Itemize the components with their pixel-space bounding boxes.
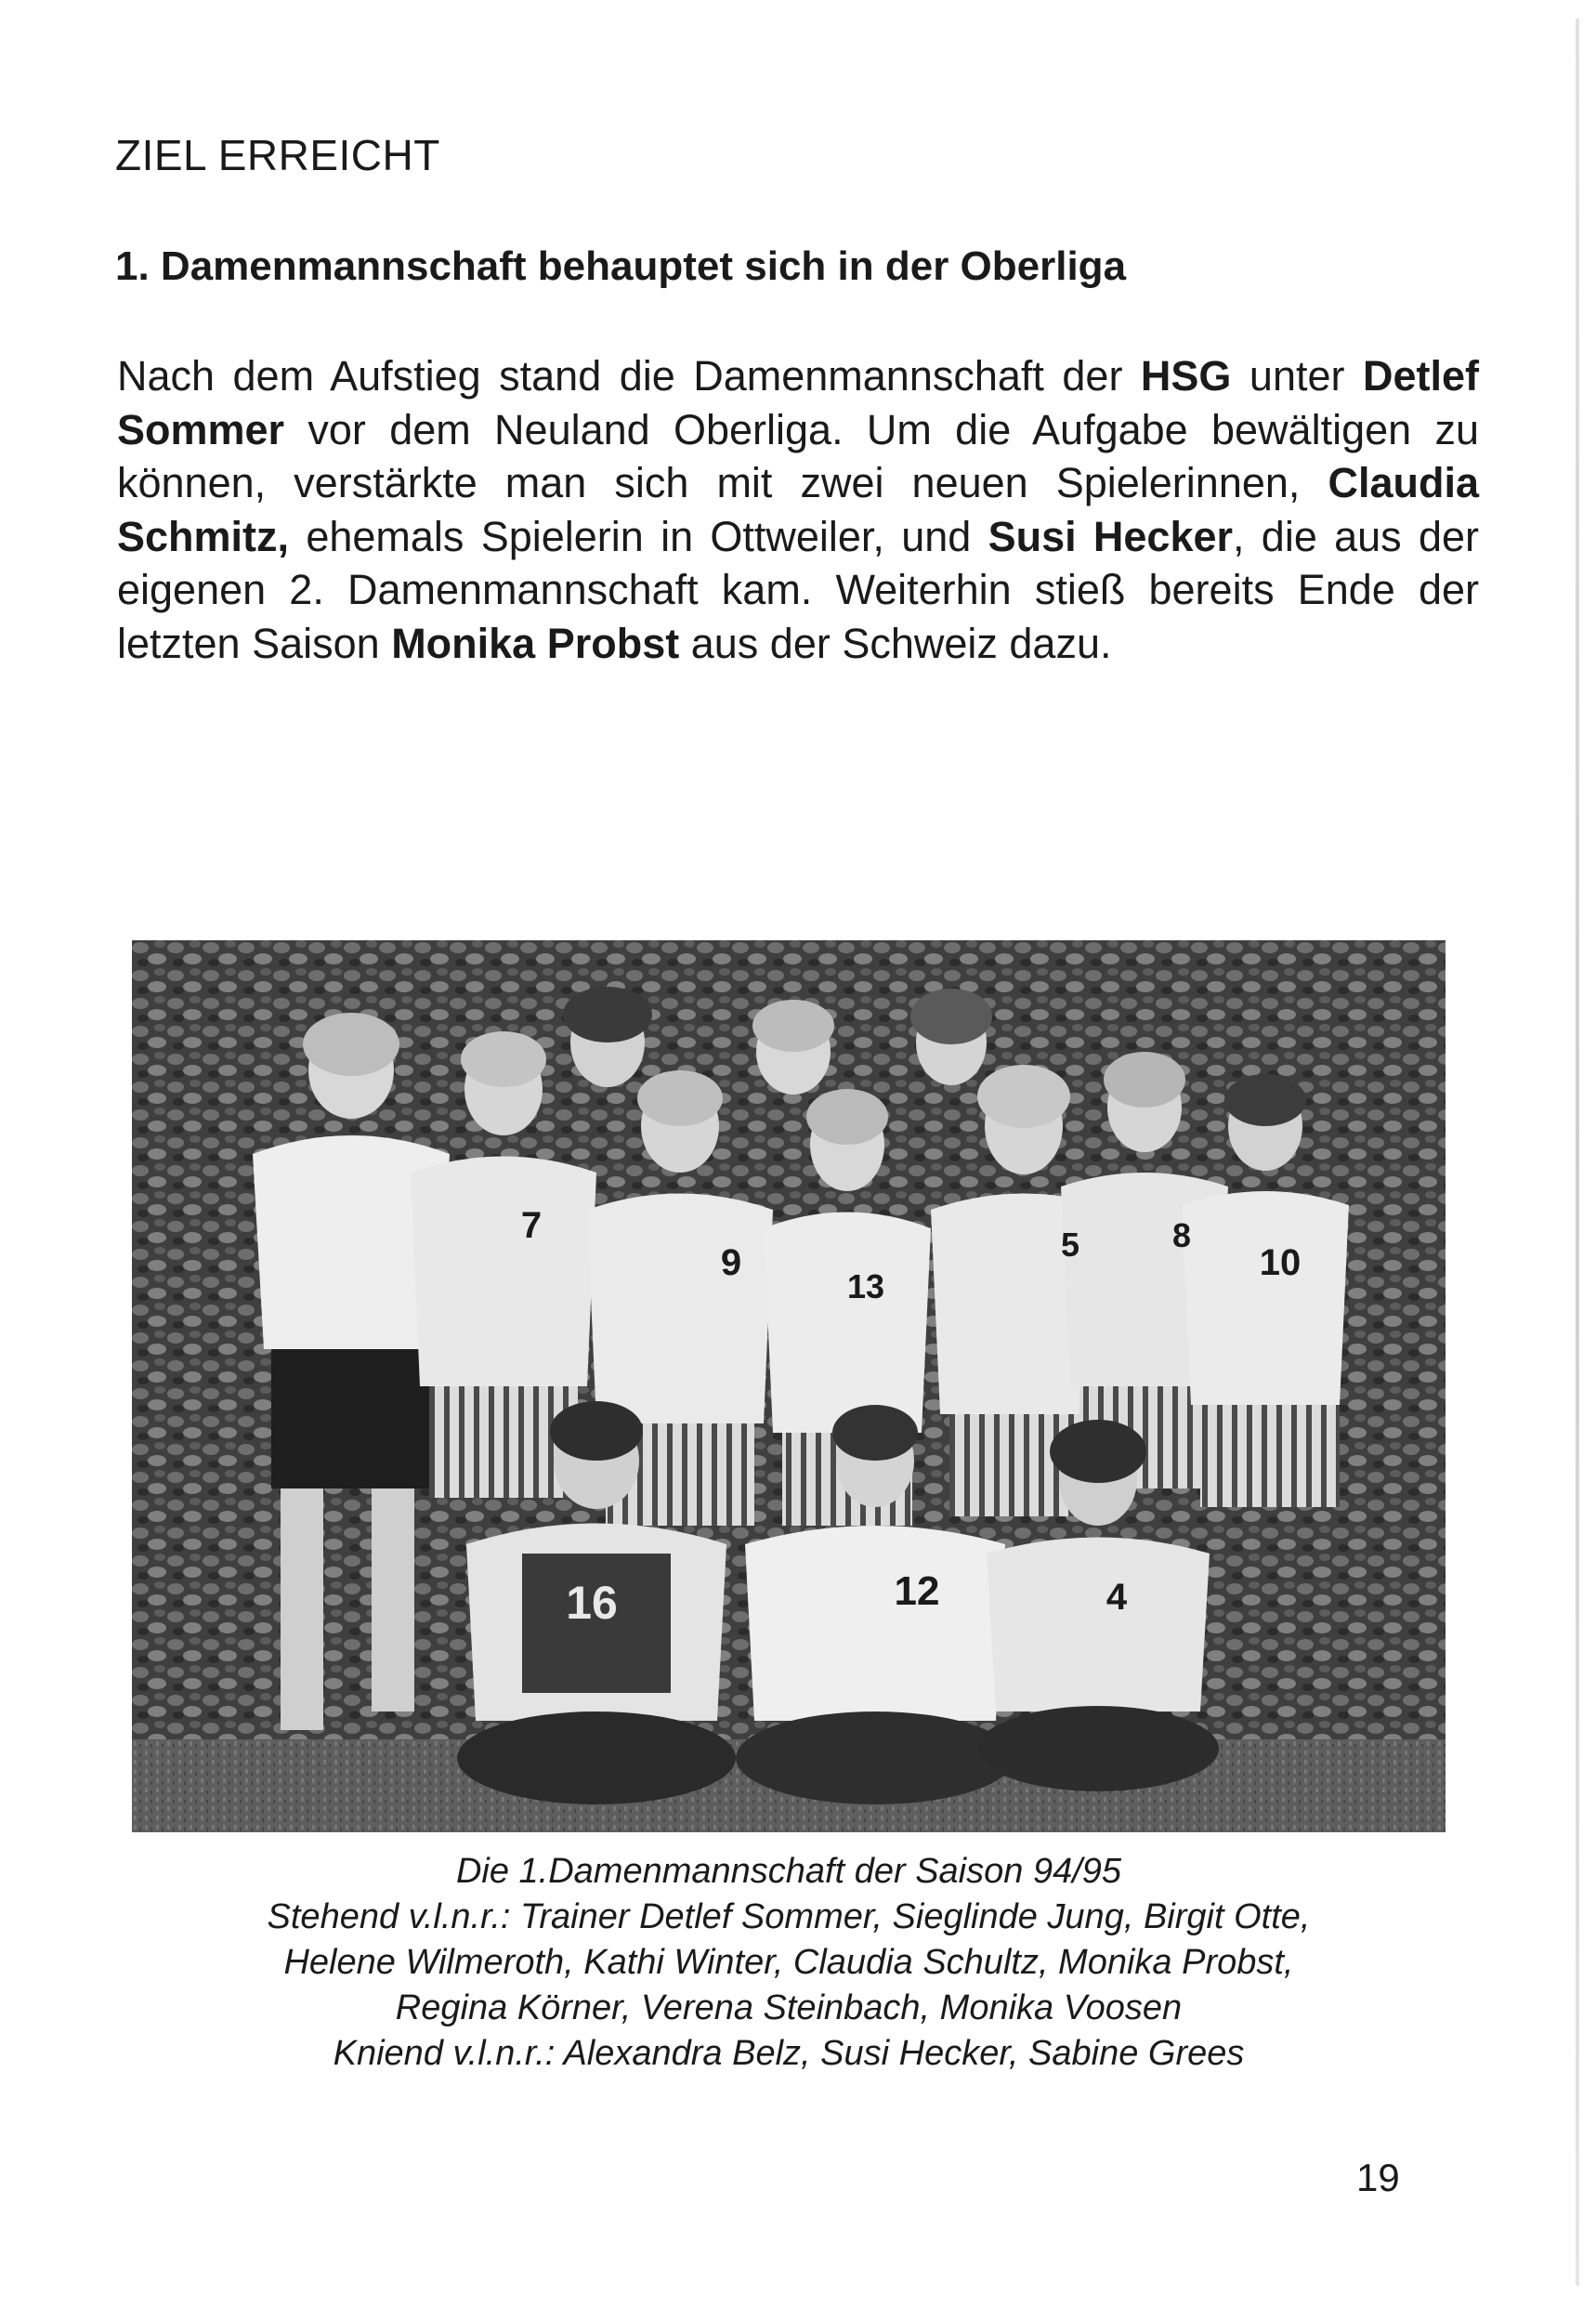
- page-number: 19: [1356, 2156, 1400, 2199]
- article-paragraph: [117, 349, 1479, 670]
- page-edge-line: [1576, 19, 1579, 2286]
- paragraph-text: , die aus der eigenen 2. Damenmannschaft kam. Weiterhin stieß bereits Ende der letzten Saison: [117, 512, 1479, 667]
- jersey-number: 10: [1259, 1242, 1302, 1283]
- jersey-number: 16: [566, 1577, 618, 1629]
- caption-line: Kniend v.l.n.r.: Alexandra Belz, Susi Hecker, Sabine Grees: [333, 2034, 1245, 2073]
- bold-club-name: HSG: [1140, 352, 1232, 400]
- jersey-number: 13: [846, 1267, 885, 1305]
- paragraph-text: aus der Schweiz dazu.: [679, 619, 1112, 667]
- team-photo-illustration: [132, 940, 1446, 1832]
- caption-line: Stehend v.l.n.r.: Trainer Detlef Sommer, Sieglinde Jung, Birgit Otte,: [267, 1897, 1311, 1936]
- team-photo: [132, 940, 1446, 1832]
- jersey-number: 12: [894, 1568, 940, 1614]
- caption-line: Die 1.Damenmannschaft der Saison 94/95: [455, 1852, 1122, 1891]
- caption-line: Regina Körner, Verena Steinbach, Monika Voosen: [395, 1988, 1183, 2027]
- jersey-number: 4: [1105, 1577, 1128, 1618]
- caption-line: Helene Wilmeroth, Kathi Winter, Claudia Schultz, Monika Probst,: [283, 1943, 1294, 1982]
- paragraph-text: Nach dem Aufstieg stand die Damenmannschaft der: [117, 352, 1141, 400]
- bold-player-name: Susi Hecker: [988, 512, 1234, 560]
- paragraph-text: ehemals Spielerin in Ottweiler, und: [289, 512, 988, 560]
- paragraph-text: unter: [1231, 352, 1363, 400]
- jersey-number: 7: [520, 1205, 543, 1246]
- bold-player-name: Monika Probst: [391, 619, 680, 667]
- photo-caption: [132, 1849, 1446, 2077]
- bold-trainer-name: Detlef Sommer: [117, 352, 1479, 453]
- article-subheading: 1. Damenmannschaft behauptet sich in der Oberliga: [115, 243, 1127, 289]
- paragraph-text: vor dem Neuland Oberliga. Um die Aufgabe bewältigen zu können, verstärkte man sich mit zwei neuen Spielerinnen,: [117, 405, 1479, 506]
- jersey-number: 5: [1060, 1226, 1080, 1264]
- jersey-number: 8: [1171, 1216, 1192, 1254]
- jersey-number: 9: [720, 1242, 742, 1283]
- section-heading: ZIEL ERREICHT: [115, 131, 440, 179]
- bold-player-name: Claudia Schmitz,: [117, 459, 1479, 560]
